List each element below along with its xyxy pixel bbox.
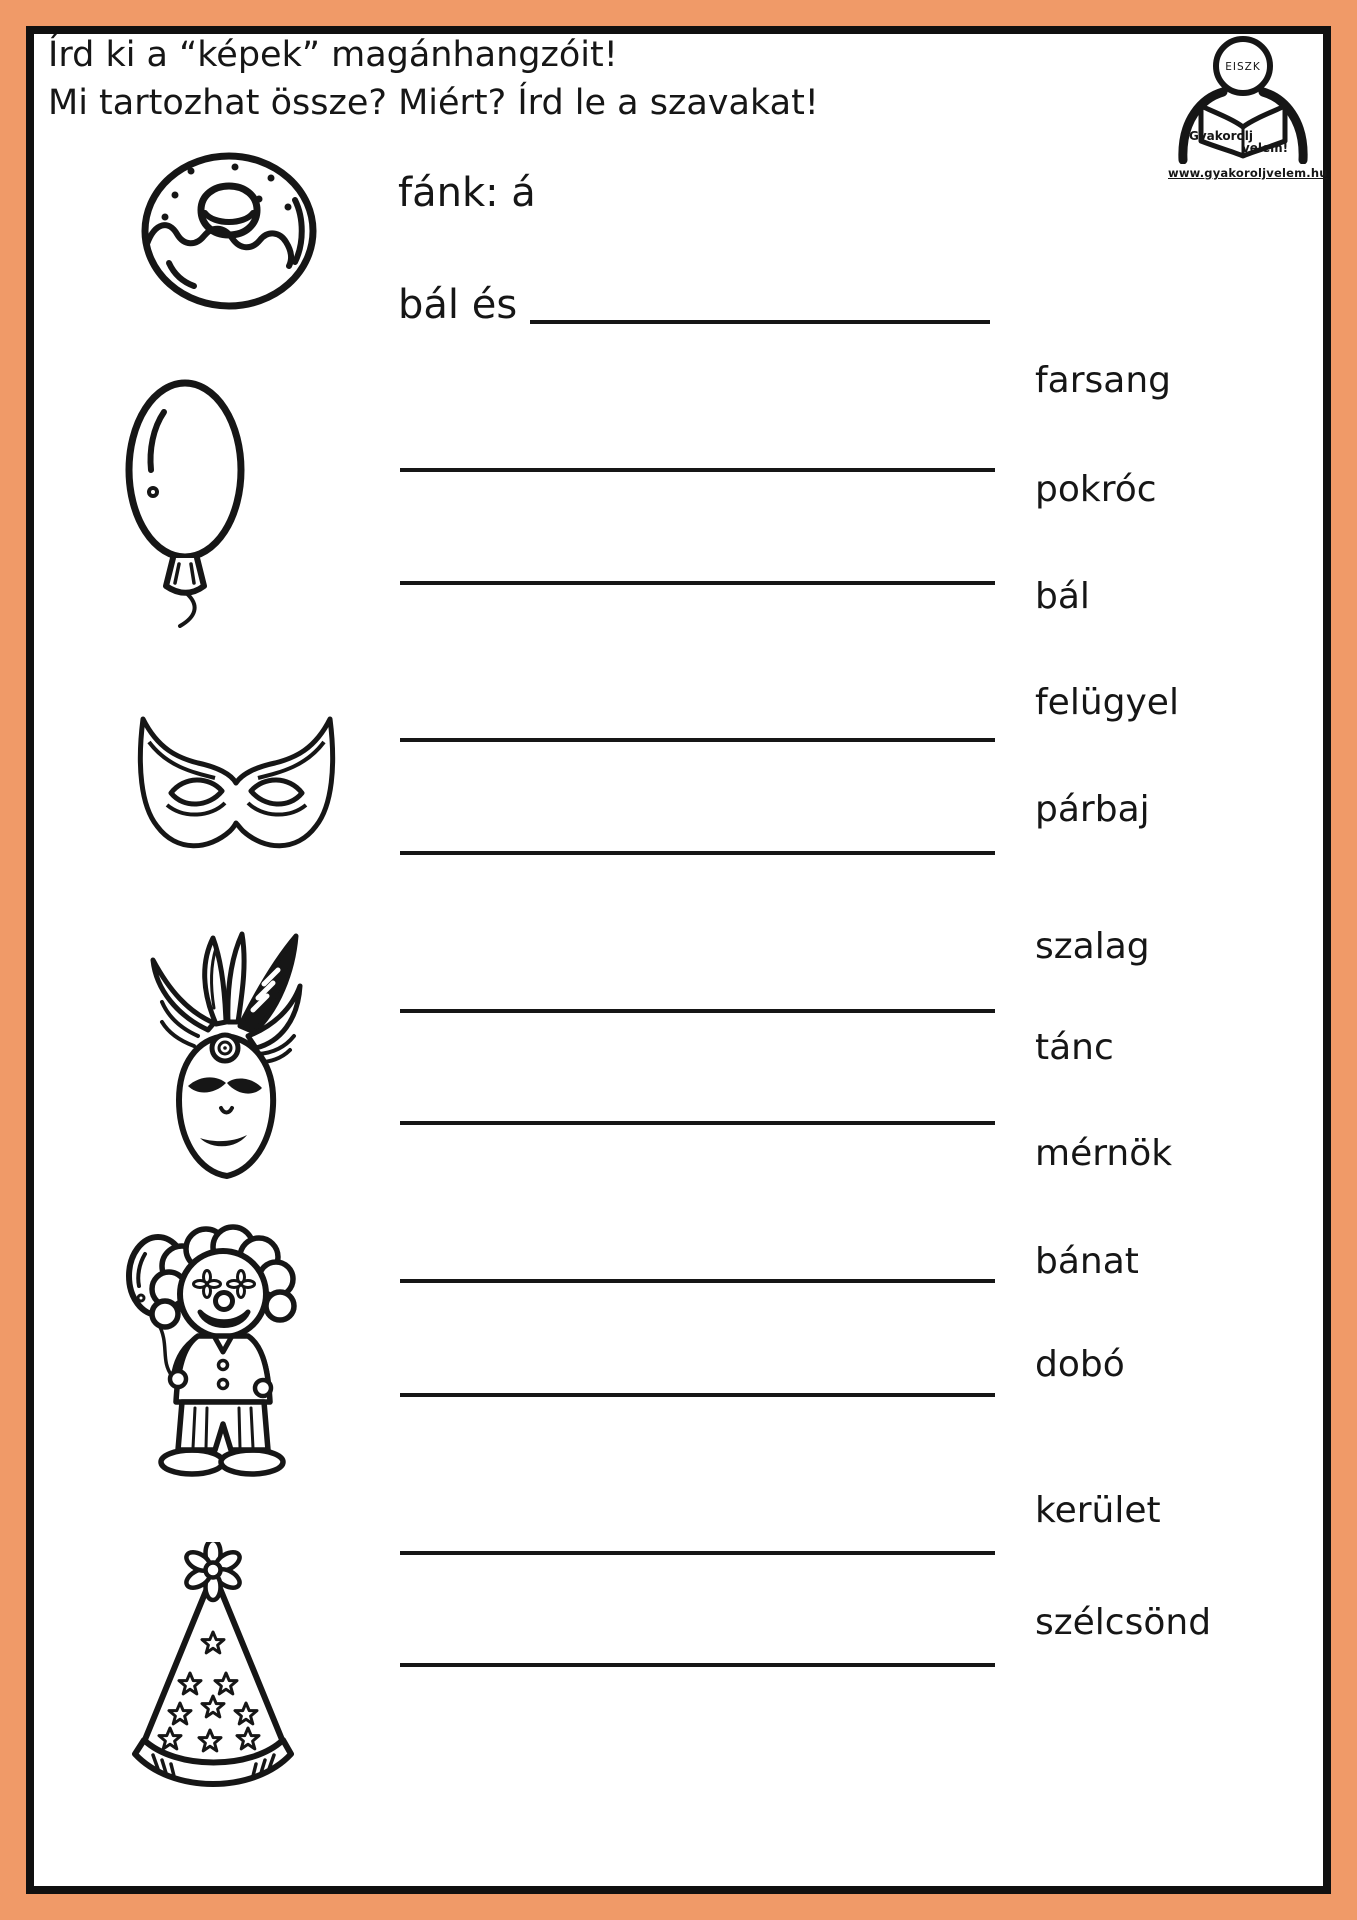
answer-line-8[interactable] (400, 1279, 995, 1283)
word-bank-item-tanc: tánc (1035, 1027, 1114, 1068)
word-bank-item-bal: bál (1035, 576, 1090, 617)
example-answer: fánk: á (398, 170, 536, 216)
answer-line-10[interactable] (400, 1551, 995, 1555)
answer-line-2[interactable] (400, 468, 995, 472)
logo-head-text: EISZK (1225, 61, 1261, 73)
answer-line-9[interactable] (400, 1393, 995, 1397)
instruction-line-2: Mi tartozhat össze? Miért? Írd le a szavakat! (48, 83, 819, 123)
clown-with-balloon-icon (120, 1222, 318, 1480)
answer-line-3[interactable] (400, 581, 995, 585)
word-bank-item-kerulet: kerület (1035, 1490, 1161, 1531)
instruction-line-1: Írd ki a “képek” magánhangzóit! (48, 35, 618, 75)
balloon-icon (122, 376, 252, 628)
answer-line-4[interactable] (400, 738, 995, 742)
word-bank-item-szelcsond: szélcsönd (1035, 1602, 1212, 1643)
masquerade-mask-icon (128, 712, 344, 864)
answer-line-11[interactable] (400, 1663, 995, 1667)
word-bank-item-dobo: dobó (1035, 1344, 1125, 1385)
logo-slogan-2: velem! (1241, 141, 1289, 155)
pair-prompt: bál és (398, 282, 518, 328)
word-bank-item-banat: bánat (1035, 1241, 1139, 1282)
word-bank-item-szalag: szalag (1035, 926, 1150, 967)
venetian-carnival-mask-icon (126, 926, 318, 1184)
answer-line-1[interactable] (530, 320, 990, 324)
word-bank-item-pokroc: pokróc (1035, 469, 1157, 510)
reading-person-icon (1168, 36, 1318, 164)
logo-website: www.gyakoroljvelem.hu (1168, 166, 1328, 180)
word-bank-item-felugyel: felügyel (1035, 682, 1179, 723)
party-hat-icon (122, 1542, 304, 1814)
logo (1168, 36, 1328, 180)
donut-icon (138, 150, 320, 312)
word-bank-item-mernok: mérnök (1035, 1133, 1173, 1174)
word-bank-item-parbaj: párbaj (1035, 789, 1150, 830)
answer-line-6[interactable] (400, 1009, 995, 1013)
word-bank-item-farsang: farsang (1035, 360, 1172, 401)
answer-line-5[interactable] (400, 851, 995, 855)
logo-slogan-1: Gyakorolj (1188, 129, 1254, 143)
answer-line-7[interactable] (400, 1121, 995, 1125)
